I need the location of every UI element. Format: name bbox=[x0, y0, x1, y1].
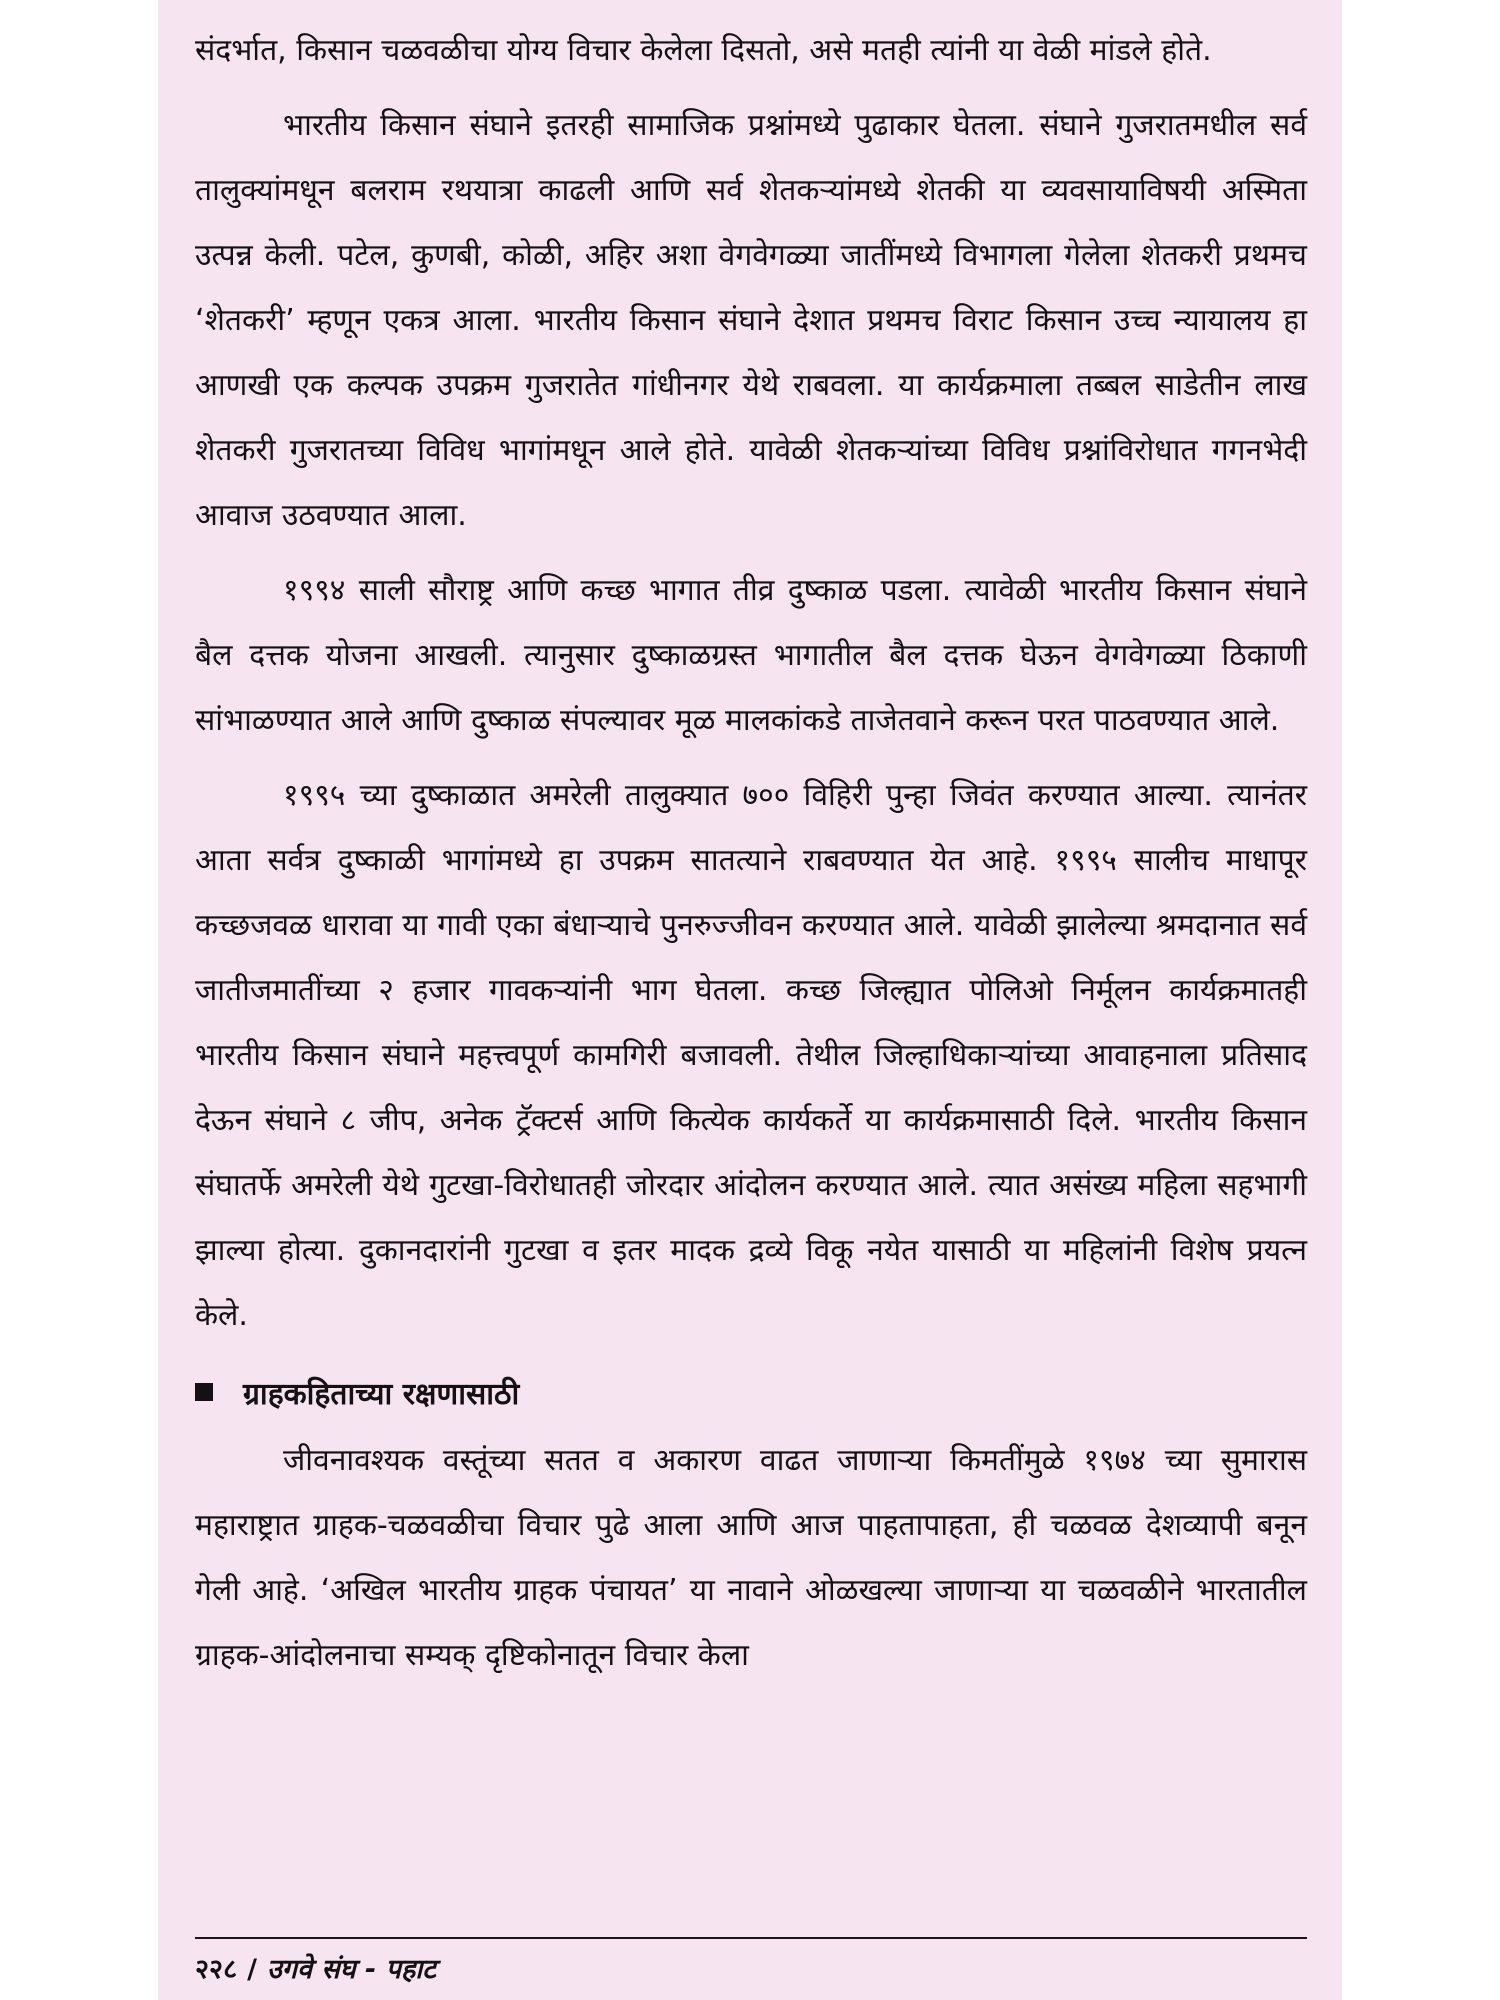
square-bullet-icon bbox=[195, 1383, 213, 1401]
footer-divider bbox=[195, 1937, 1307, 1939]
paragraph-3: १९९४ साली सौराष्ट्र आणि कच्छ भागात तीव्र दुष्काळ पडला. त्यावेळी भारतीय किसान संघाने बैल दत्तक योजना आखली. त्यानुसार दुष्काळग्रस्त भागातील बैल दत्तक घेऊन वेगवेगळ्या ठिकाणी सांभाळण्यात आले आणि दुष्काळ संपल्यावर मूळ मालकांकडे ताजेतवाने करून परत पाठवण्यात आले. bbox=[195, 573, 1307, 738]
book-page bbox=[158, 0, 1342, 2000]
book-title: उगवे संघ - पहाट bbox=[267, 1954, 436, 1985]
paragraph-5: जीवनावश्यक वस्तूंच्या सतत व अकारण वाढत जाणाऱ्या किमतींमुळे १९७४ च्या सुमारास महाराष्ट्रात ग्राहक-चळवळीचा विचार पुढे आला आणि आज पाहतापाहता, ही चळवळ देशव्यापी बनून गेली आहे. ‘अखिल भारतीय ग्राहक पंचायत’ या नावाने ओळखल्या जाणाऱ्या या चळवळीने भारतातील ग्राहक-आंदोलनाचा सम्यक् दृष्टिकोनातून विचार केला bbox=[195, 1443, 1307, 1673]
paragraph-1: संदर्भात, किसान चळवळीचा योग्य विचार केलेला दिसतो, असे मतही त्यांनी या वेळी मांडले होते. bbox=[195, 33, 1212, 68]
page-content bbox=[195, 18, 1307, 1688]
section-heading-text: ग्राहकहिताच्या रक्षणासाठी bbox=[243, 1376, 520, 1412]
section-heading bbox=[195, 1362, 1307, 1422]
page-number: २२८ bbox=[195, 1954, 238, 1985]
page-footer bbox=[195, 1950, 436, 1990]
paragraph-2: भारतीय किसान संघाने इतरही सामाजिक प्रश्नांमध्ये पुढाकार घेतला. संघाने गुजरातमधील सर्व तालुक्यांमधून बलराम रथयात्रा काढली आणि सर्व शेतकऱ्यांमध्ये शेतकी या व्यवसायाविषयी अस्मिता उत्पन्न केली. पटेल, कुणबी, कोळी, अहिर अशा वेगवेगळ्या जातींमध्ये विभागला गेलेला शेतकरी प्रथमच ‘शेतकरी’ म्हणून एकत्र आला. भारतीय किसान संघाने देशात प्रथमच विराट किसान उच्च न्यायालय हा आणखी एक कल्पक उपक्रम गुजरातेत गांधीनगर येथे राबवला. या कार्यक्रमाला तब्बल साडेतीन लाख शेतकरी गुजरातच्या विविध भागांमधून आले होते. यावेळी शेतकऱ्यांच्या विविध प्रश्नांविरोधात गगनभेदी आवाज उठवण्यात आला. bbox=[195, 108, 1307, 533]
paragraph-4: १९९५ च्या दुष्काळात अमरेली तालुक्यात ७०० विहिरी पुन्हा जिवंत करण्यात आल्या. त्यानंतर आता सर्वत्र दुष्काळी भागांमध्ये हा उपक्रम सातत्याने राबवण्यात येत आहे. १९९५ सालीच माधापूर कच्छजवळ धारावा या गावी एका बंधाऱ्याचे पुनरुज्जीवन करण्यात आले. यावेळी झालेल्या श्रमदानात सर्व जातीजमातींच्या २ हजार गावकऱ्यांनी भाग घेतला. कच्छ जिल्ह्यात पोलिओ निर्मूलन कार्यक्रमातही भारतीय किसान संघाने महत्त्वपूर्ण कामगिरी बजावली. तेथील जिल्हाधिकाऱ्यांच्या आवाहनाला प्रतिसाद देऊन संघाने ८ जीप, अनेक ट्रॅक्टर्स आणि कित्येक कार्यकर्ते या कार्यक्रमासाठी दिले. भारतीय किसान संघातर्फे अमरेली येथे गुटखा-विरोधातही जोरदार आंदोलन करण्यात आले. त्यात असंख्य महिला सहभागी झाल्या होत्या. दुकानदारांनी गुटखा व इतर मादक द्रव्ये विकू नयेत यासाठी या महिलांनी विशेष प्रयत्न केले. bbox=[195, 778, 1307, 1333]
footer-separator: / bbox=[247, 1954, 257, 1985]
